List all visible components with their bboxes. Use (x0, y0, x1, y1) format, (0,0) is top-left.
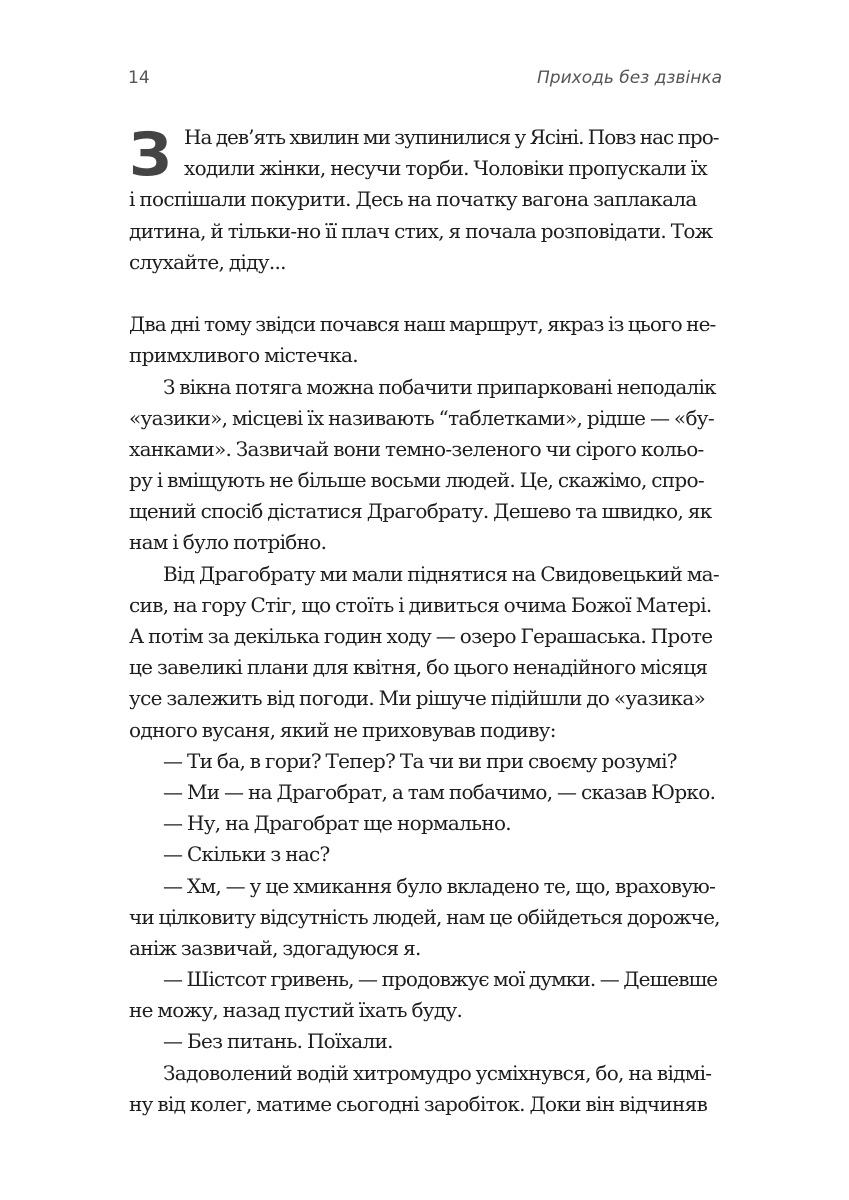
text-line: Два дні тому звідси почався наш маршрут, якраз із цього не- (129, 312, 716, 337)
text-line: слухайте, діду... (129, 249, 286, 274)
dialogue-line: — Шістсот гривень, — продовжує мої думки. — Дешевше (163, 967, 718, 992)
text-line: чи цілковиту відсутність людей, нам це обійдеться дорожче, (129, 904, 720, 929)
text-line: сив, на гору Стіг, що стоїть і дивиться очима Божої Матері. (129, 592, 712, 617)
text-line: нам і було потрібно. (129, 530, 327, 555)
text-line: щений спосіб дістатися Драгобрату. Дешево та швидко, як (129, 499, 712, 524)
dialogue-line: — Ну, на Драгобрат ще нормально. (163, 811, 511, 836)
section-break (129, 278, 720, 309)
text-line: ходили жінки, несучи торби. Чоловіки пропускали їх (184, 156, 708, 181)
opening-paragraph (129, 122, 720, 278)
text-line: З вікна потяга можна побачити припарковані неподалік (163, 374, 716, 399)
text-line: це завеликі плани для квітня, бо цього ненадійного місяця (129, 655, 708, 680)
text-line: ну від колег, матиме сьогодні заробіток. Доки він відчиняв (129, 1091, 708, 1116)
text-line: «уазики», місцеві їх називають “таблетками», рідше — «бу- (129, 405, 714, 430)
dialogue-line: — Скільки з нас? (163, 842, 330, 867)
text-line: Від Драгобрату ми мали піднятися на Свидовецький ма- (163, 561, 719, 586)
text-line: ханками». Зазвичай вони темно-зеленого чи сірого кольо- (129, 436, 704, 461)
text-line: примхливого містечка. (129, 343, 358, 368)
dialogue-line: — Ти ба, в гори? Тепер? Та чи ви при своєму розумі? (163, 748, 677, 773)
text-line: А потім за декілька годин ходу — озеро Герашаська. Проте (129, 624, 713, 648)
text-line: і поспішали покурити. Десь на початку вагона заплакала (129, 187, 697, 212)
text-line: аніж зазвичай, здогадуюся я. (129, 935, 421, 960)
text-line: дитина, й тільки-но її плач стих, я почала розповідати. Тож (129, 218, 713, 243)
text-line: одного вусаня, який не приховував подиву: (129, 717, 556, 742)
drop-cap: З (129, 120, 172, 190)
dialogue-line: — Ми — на Драгобрат, а там побачимо, — сказав Юрко. (163, 779, 716, 804)
text-line: не можу, назад пустий їхать буду. (129, 998, 463, 1023)
text-line: ру і вміщують не більше восьми людей. Це, скажімо, спро- (129, 468, 704, 493)
dialogue-line: — Без питань. Поїхали. (163, 1029, 393, 1054)
body-text (129, 122, 720, 1120)
text-line: усе залежить від погоди. Ми рішуче підійшли до «уазика» (129, 686, 706, 711)
running-head: Приходь без дзвінка (537, 68, 722, 88)
page-number: 14 (128, 68, 150, 88)
text-line: На дев’ять хвилин ми зупинилися у Ясіні. Повз нас про- (184, 125, 719, 149)
dialogue-line: — Хм, — у це хмикання було вкладено те, що, враховую- (163, 873, 716, 898)
text-line: Задоволений водій хитромудро усміхнувся, бо, на відмі- (163, 1060, 712, 1085)
